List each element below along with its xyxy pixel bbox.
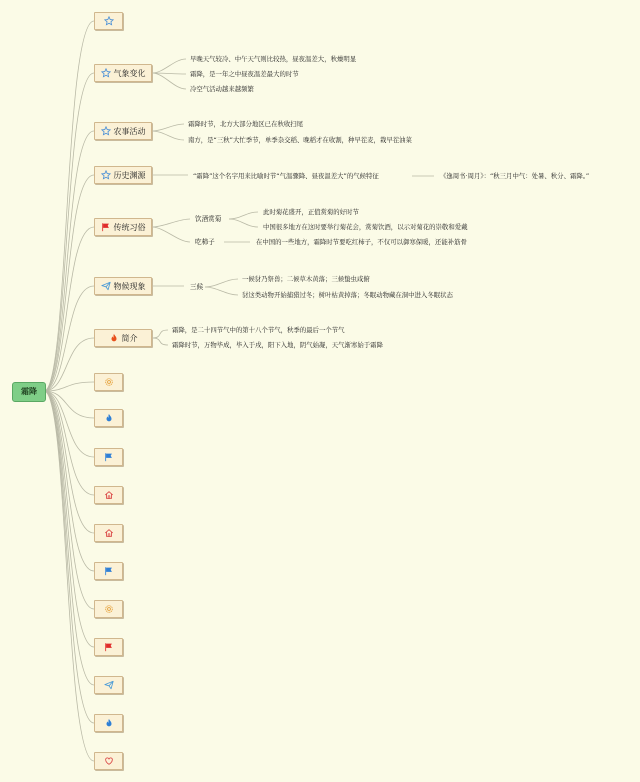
note-text: 此时菊花盛开，正值赏菊的好时节 xyxy=(263,208,359,216)
connector-line xyxy=(152,73,186,89)
connector-line xyxy=(44,286,94,391)
home-icon xyxy=(104,528,114,538)
branch-label: 历史渊源 xyxy=(113,170,146,180)
note-text: 在中国的一些地方，霜降时节要吃红柿子，不仅可以御寒保暖，还能补筋骨 xyxy=(256,238,467,246)
sub-topic: 三候 xyxy=(190,283,204,291)
heart-icon xyxy=(104,756,114,766)
empty-node-rosette[interactable] xyxy=(94,373,123,391)
empty-node-flag[interactable] xyxy=(94,562,123,580)
flag-icon xyxy=(104,566,114,576)
note-text: 霜降，是二十四节气中的第十八个节气，秋季的最后一个节气 xyxy=(172,326,345,334)
branch-historical-origin[interactable] xyxy=(94,166,152,184)
note-text: 霜降，是一年之中昼夜温差最大的时节 xyxy=(190,70,299,78)
paper-plane-icon xyxy=(101,281,111,291)
note-text: 一候豺乃祭兽；二候草木黄落；三候蛰虫咸俯 xyxy=(242,275,370,283)
note-text: 中国很多地方在这时要举行菊花会，赏菊饮酒，以示对菊花的崇敬和爱戴 xyxy=(263,223,468,231)
rosette-icon xyxy=(104,377,114,387)
flame-icon xyxy=(104,413,114,423)
note-text: “霜降”这个名字用来比喻时节“气温骤降、昼夜温差大”的气候特征 xyxy=(193,172,379,180)
connector-line xyxy=(205,279,238,287)
empty-node-home[interactable] xyxy=(94,486,123,504)
connector-line xyxy=(152,59,186,73)
paper-plane-icon xyxy=(104,680,114,690)
sub-topic: 饮酒赏菊 xyxy=(195,215,222,223)
empty-node-home[interactable] xyxy=(94,524,123,542)
connector-line xyxy=(152,330,168,338)
star-icon xyxy=(101,68,111,78)
root-node[interactable]: 霜降 xyxy=(12,382,46,402)
note-text: 《逸周书·周月》：“秋三月中气：处暑、秋分、霜降。” xyxy=(440,172,590,180)
connector-line xyxy=(44,391,94,761)
empty-node-flame[interactable] xyxy=(94,409,123,427)
connector-line xyxy=(44,391,94,609)
note-text: 冷空气活动越来越频繁 xyxy=(190,85,254,93)
sub-topic: 吃柿子 xyxy=(195,238,215,246)
star-icon xyxy=(104,16,114,26)
branch-label: 物候现象 xyxy=(113,281,146,291)
connector-line xyxy=(44,73,94,391)
empty-node-rosette[interactable] xyxy=(94,600,123,618)
branch-introduction[interactable] xyxy=(94,329,152,347)
connector-line xyxy=(152,338,168,345)
flag-icon xyxy=(104,452,114,462)
note-text: 霜降时节，万物毕成，毕入于戌，阳下入地，阴气始凝，天气渐寒始于霜降 xyxy=(172,341,383,349)
connector-line xyxy=(44,131,94,391)
connector-line xyxy=(44,391,94,533)
connector-line xyxy=(152,131,184,140)
branch-traditional-customs[interactable] xyxy=(94,218,152,236)
connector-line xyxy=(205,287,238,295)
branch-phenology[interactable] xyxy=(94,277,152,295)
connector-line xyxy=(152,124,184,131)
branch-label: 简介 xyxy=(121,333,138,343)
connector-line xyxy=(44,227,94,391)
branch-label: 气象变化 xyxy=(113,68,146,78)
branch-farming-activities[interactable] xyxy=(94,122,152,140)
home-icon xyxy=(104,490,114,500)
empty-node-flag[interactable] xyxy=(94,448,123,466)
flag-icon xyxy=(104,642,114,652)
flag-icon xyxy=(101,222,111,232)
connector-line xyxy=(152,219,190,227)
connector-line xyxy=(152,227,190,242)
note-text: 霜降时节，北方大部分地区已在秋收扫尾 xyxy=(188,120,304,128)
connector-line xyxy=(229,212,258,219)
note-text: 早晚天气较冷、中午天气则比较热，昼夜温差大，秋燥明显 xyxy=(190,55,357,63)
flame-icon xyxy=(104,718,114,728)
note-text: 豺这类动物开始捕猎过冬；树叶枯黄掉落；冬眠动物藏在洞中进入冬眠状态 xyxy=(242,291,453,299)
rosette-icon xyxy=(104,604,114,614)
branch-label: 传统习俗 xyxy=(113,222,146,232)
empty-node-heart[interactable] xyxy=(94,752,123,770)
note-text: 南方，是“三秋”大忙季节，单季杂交稻、晚稻才在收割，种早茬麦，栽早茬油菜 xyxy=(188,136,412,144)
star-icon xyxy=(101,126,111,136)
star-icon xyxy=(101,170,111,180)
empty-node-flag[interactable] xyxy=(94,638,123,656)
branch-weather-changes[interactable] xyxy=(94,64,152,82)
empty-node-paper-plane[interactable] xyxy=(94,676,123,694)
empty-node-flame[interactable] xyxy=(94,714,123,732)
connector-line xyxy=(229,219,258,227)
empty-node-star[interactable] xyxy=(94,12,123,30)
flame-icon xyxy=(109,333,119,343)
connector-line xyxy=(44,391,94,571)
branch-label: 农事活动 xyxy=(113,126,146,136)
